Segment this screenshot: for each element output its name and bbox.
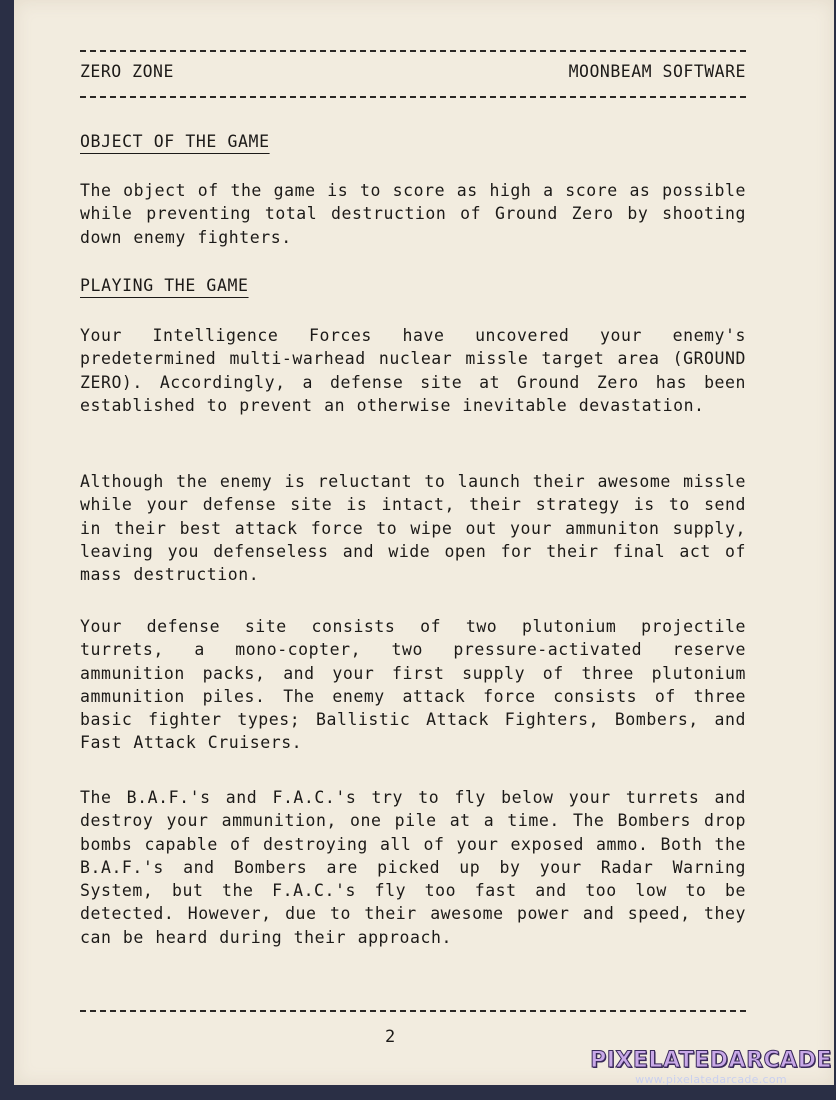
paragraph-playing-3: Your defense site consists of two plutonium projectile turrets, a mono-copter, two pressure-activated reserve ammunition packs, and your first supply of three plutonium ammunition piles. The enemy attack force consists of three basic fighter types; Ballistic Attack Fighters, Bombers, and Fast Attack Cruisers.: [80, 617, 746, 753]
paragraph-object: The object of the game is to score as high a score as possible while preventing total destruction of Ground Zero by shooting down enemy fighters.: [80, 181, 746, 247]
section-heading-playing: PLAYING THE GAME: [80, 276, 249, 295]
footer-rule: [80, 1010, 746, 1012]
page-header: [80, 62, 746, 81]
watermark-url: www.pixelatedarcade.com: [635, 1073, 787, 1086]
paragraph-playing-4: The B.A.F.'s and F.A.C.'s try to fly below your turrets and destroy your ammunition, one pile at a time. The Bombers drop bombs capable of destroying all of your exposed ammo. Both the B.A.F.'s and Bombers are picked up by your Radar Warning System, but the F.A.C.'s fly too fast and too low to be detected. However, due to their awesome power and speed, they can be heard during their approach.: [80, 788, 746, 947]
page-number: 2: [385, 1027, 396, 1047]
watermark-brand: PIXELATEDARCADE: [590, 1048, 832, 1073]
header-title: ZERO ZONE: [80, 62, 174, 81]
paragraph-playing-1: Your Intelligence Forces have uncovered your enemy's predetermined multi-warhead nuclear missle target area (GROUND ZERO). Accordingly, a defense site at Ground Zero has been established to prevent an otherwise inevitable devastation.: [80, 326, 746, 415]
paragraph-playing-2: Although the enemy is reluctant to launch their awesome missle while your defense site is intact, their strategy is to send in their best attack force to wipe out your ammuniton supply, leaving you defenseless and wide open for their final act of mass destruction.: [80, 472, 746, 585]
watermark: [590, 1048, 832, 1086]
header-top-rule: [80, 50, 746, 52]
header-bottom-rule: [80, 96, 746, 98]
header-publisher: MOONBEAM SOFTWARE: [568, 62, 746, 81]
section-heading-object: OBJECT OF THE GAME: [80, 132, 270, 151]
